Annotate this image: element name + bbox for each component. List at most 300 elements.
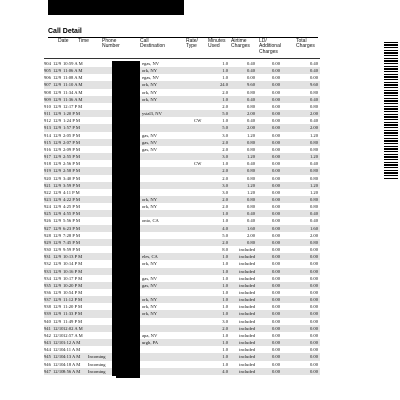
row-total: 1.20 [309, 132, 318, 138]
row-ref: 904 [44, 61, 51, 66]
row-airtime: included [239, 311, 255, 317]
row-minutes: 3.0 [222, 189, 228, 195]
row-ref: 937 [44, 297, 51, 303]
row-airtime: included [239, 354, 255, 360]
row-ref: 934 [44, 275, 51, 281]
row-minutes: 4.0 [222, 368, 228, 374]
row-minutes: 1.0 [222, 275, 228, 281]
row-total: 0.00 [309, 340, 318, 346]
row-ref: 911 [44, 111, 51, 117]
row-destination: egas, NV [142, 61, 160, 66]
row-ld-charges: 0.00 [271, 68, 280, 74]
row-total: 9.60 [309, 82, 318, 88]
table-row [44, 282, 320, 289]
row-total: 0.80 [309, 146, 318, 152]
row-ref: 923 [44, 196, 51, 202]
row-time: 12:02 A M [63, 325, 83, 331]
row-date: 12/9 [53, 182, 62, 188]
row-time: 2:05 P M [63, 132, 80, 138]
row-minutes: 3.0 [222, 154, 228, 160]
row-minutes: 1.0 [222, 118, 228, 124]
row-airtime: 0.40 [246, 96, 255, 102]
row-airtime: included [239, 368, 255, 374]
row-ld-charges: 0.00 [271, 111, 280, 117]
row-airtime: 0.80 [246, 89, 255, 95]
row-ld-charges: 0.00 [271, 261, 280, 267]
row-date: 12/9 [53, 196, 62, 202]
row-date: 12/9 [53, 232, 62, 238]
row-destination: gas, NV [142, 275, 158, 281]
row-minutes: 2.0 [222, 139, 228, 145]
row-ref: 933 [44, 268, 51, 274]
row-minutes: 2.0 [222, 175, 228, 181]
row-time: 3:40 P M [63, 175, 80, 181]
row-minutes: 1.0 [222, 96, 228, 102]
row-time: 3:59 P M [63, 182, 80, 188]
row-total: 0.80 [309, 103, 318, 109]
row-ld-charges: 0.00 [271, 290, 280, 295]
row-phone: Incoming [88, 361, 106, 367]
row-time: 5:56 P M [63, 218, 80, 224]
row-time: 11:06 A M [63, 68, 83, 74]
row-date: 12/9 [53, 218, 62, 224]
table-row [44, 275, 320, 282]
row-ref: 907 [44, 82, 51, 88]
row-destination: eles, CA [142, 254, 158, 260]
row-date: 12/10 [53, 361, 64, 367]
row-ld-charges: 0.00 [271, 239, 280, 245]
row-destination: ork, NY [142, 96, 158, 102]
row-ld-charges: 0.00 [271, 304, 280, 310]
row-ref: 944 [44, 347, 51, 353]
row-destination: ork, NY [142, 82, 158, 88]
table-row [44, 260, 320, 267]
row-total: 0.00 [309, 361, 318, 367]
row-time: 10:16 P M [63, 268, 83, 274]
row-minutes: 1.0 [222, 218, 228, 224]
header-ld: LD/ Additional Charges [259, 38, 281, 55]
row-ld-charges: 0.00 [271, 196, 280, 202]
row-ld-charges: 0.00 [271, 225, 280, 231]
table-row [44, 361, 320, 368]
row-time: 6:23 P M [63, 225, 80, 231]
row-minutes: 1.0 [222, 332, 228, 338]
row-minutes: 8.0 [222, 247, 228, 253]
row-airtime: included [239, 332, 255, 338]
row-total: 1.60 [309, 225, 318, 231]
row-ref: 917 [44, 154, 51, 160]
row-time: 10:54 P M [63, 290, 83, 295]
row-time: 10:13 P M [63, 254, 83, 260]
row-ld-charges: 0.00 [271, 254, 280, 260]
row-minutes: 1.0 [222, 68, 228, 74]
row-airtime: 0.80 [246, 103, 255, 109]
row-rate-type: CW [194, 118, 202, 124]
row-date: 12/9 [53, 168, 62, 174]
row-time: 10:20 P M [63, 282, 83, 288]
header-rate-type: Rate/ Type [186, 38, 198, 50]
row-minutes: 1.0 [222, 268, 228, 274]
row-date: 12/9 [53, 225, 62, 231]
row-destination: onto, CA [142, 218, 159, 224]
row-time: 10:17 P M [63, 275, 83, 281]
row-ref: 909 [44, 96, 51, 102]
row-total: 0.80 [309, 139, 318, 145]
table-row [44, 139, 320, 146]
row-ld-charges: 0.00 [271, 204, 280, 210]
row-ld-charges: 0.00 [271, 154, 280, 160]
table-row [44, 182, 320, 189]
row-time: 11:36 A M [63, 96, 83, 102]
row-time: 7:45 P M [63, 239, 80, 245]
row-date: 12/9 [53, 239, 62, 245]
row-minutes: 1.0 [222, 282, 228, 288]
redaction-bar-tail [116, 376, 140, 378]
row-ref: 916 [44, 146, 51, 152]
row-ld-charges: 0.00 [271, 347, 280, 353]
row-time: 12:17 P M [63, 103, 83, 109]
row-airtime: included [239, 268, 255, 274]
row-date: 12/9 [53, 318, 62, 324]
row-date: 12/9 [53, 75, 62, 81]
row-time: 2:07 P M [63, 139, 80, 145]
table-row [44, 232, 320, 239]
table-row [44, 325, 320, 332]
table-row [44, 175, 320, 182]
row-date: 12/9 [53, 132, 62, 138]
row-date: 12/9 [53, 139, 62, 145]
row-ref: 908 [44, 89, 51, 95]
row-ref: 939 [44, 311, 51, 317]
table-row [44, 132, 320, 139]
row-total: 0.00 [309, 290, 318, 295]
row-time: 11:49 P M [63, 318, 83, 324]
row-ld-charges: 0.00 [271, 325, 280, 331]
row-destination: egas, NV [142, 75, 160, 81]
row-time: 10:59 A M [63, 61, 83, 66]
row-ref: 925 [44, 211, 51, 217]
row-airtime: included [239, 325, 255, 331]
row-total: 0.40 [309, 161, 318, 167]
row-total: 0.00 [309, 297, 318, 303]
call-detail-table [44, 60, 320, 375]
row-time: 11:20 P M [63, 304, 83, 310]
row-minutes: 2.0 [222, 146, 228, 152]
row-airtime: 0.40 [246, 218, 255, 224]
row-airtime: 0.80 [246, 204, 255, 210]
row-ref: 940 [44, 318, 51, 324]
table-row [44, 110, 320, 117]
row-ld-charges: 0.00 [271, 89, 280, 95]
row-total: 2.00 [309, 111, 318, 117]
row-date: 12/10 [53, 325, 64, 331]
row-total: 2.00 [309, 232, 318, 238]
row-airtime: 0.80 [246, 146, 255, 152]
row-destination: ork, NY [142, 261, 158, 267]
row-ld-charges: 0.00 [271, 75, 280, 81]
row-total: 0.40 [309, 211, 318, 217]
table-row [44, 253, 320, 260]
row-ld-charges: 0.00 [271, 139, 280, 145]
row-time: 2:09 P M [63, 146, 80, 152]
row-total: 1.20 [309, 154, 318, 160]
row-date: 12/9 [53, 125, 62, 131]
row-destination: gas, NV [142, 132, 158, 138]
header-date: Date [58, 38, 69, 44]
row-ld-charges: 0.00 [271, 161, 280, 167]
row-airtime: included [239, 247, 255, 253]
redaction-bar-phone-numbers [112, 61, 140, 376]
row-time: 4:11 P M [63, 189, 80, 195]
row-total: 0.00 [309, 261, 318, 267]
row-airtime: 0.80 [246, 139, 255, 145]
row-ref: 931 [44, 254, 51, 260]
row-total: 0.80 [309, 89, 318, 95]
row-ld-charges: 0.00 [271, 182, 280, 188]
row-ref: 927 [44, 225, 51, 231]
row-date: 12/9 [53, 311, 62, 317]
row-date: 12/9 [53, 161, 62, 167]
table-row [44, 96, 320, 103]
row-date: 12/9 [53, 61, 62, 66]
row-time: 7:28 P M [63, 232, 80, 238]
row-minutes: 1.0 [222, 311, 228, 317]
row-ref: 918 [44, 161, 51, 167]
redaction-bar-header [48, 0, 184, 15]
row-phone: Incoming [88, 354, 106, 360]
row-ld-charges: 0.00 [271, 211, 280, 217]
table-row [44, 160, 320, 167]
row-airtime: included [239, 347, 255, 353]
row-destination: apa, NV [142, 332, 158, 338]
row-ref: 906 [44, 75, 51, 81]
table-row [44, 332, 320, 339]
row-total: 0.80 [309, 175, 318, 181]
row-total: 0.00 [309, 318, 318, 324]
row-minutes: 1.0 [222, 61, 228, 66]
row-minutes: 1.0 [222, 290, 228, 295]
row-minutes: 2.0 [222, 325, 228, 331]
row-time: 4:13 A M [63, 354, 81, 360]
row-minutes: 2.0 [222, 89, 228, 95]
row-total: 0.80 [309, 239, 318, 245]
row-time: 11:33 P M [63, 311, 83, 317]
table-row [44, 289, 320, 296]
row-ld-charges: 0.00 [271, 275, 280, 281]
row-airtime: 1.20 [246, 154, 255, 160]
row-airtime: 0.80 [246, 175, 255, 181]
row-ld-charges: 0.00 [271, 168, 280, 174]
row-total: 0.40 [309, 96, 318, 102]
row-airtime: included [239, 361, 255, 367]
table-row [44, 339, 320, 346]
row-ref: 947 [44, 368, 51, 374]
row-destination: ork, NY [142, 304, 158, 310]
row-date: 12/9 [53, 297, 62, 303]
row-date: 12/9 [53, 304, 62, 310]
row-time: 11:10 A M [63, 82, 83, 88]
row-airtime: 0.40 [246, 68, 255, 74]
row-time: 4:18 A M [63, 361, 81, 367]
row-time: 8:56 A M [63, 368, 81, 374]
row-date: 12/9 [53, 261, 62, 267]
row-date: 12/9 [53, 189, 62, 195]
table-row [44, 318, 320, 325]
table-row [44, 239, 320, 246]
row-minutes: 1.0 [222, 354, 228, 360]
row-airtime: 0.80 [246, 168, 255, 174]
row-destination: urgh, PA [142, 340, 159, 346]
row-destination: ork, NY [142, 89, 158, 95]
table-row [44, 296, 320, 303]
row-ld-charges: 0.00 [271, 189, 280, 195]
row-minutes: 3.0 [222, 182, 228, 188]
row-ld-charges: 0.00 [271, 61, 280, 66]
row-minutes: 1.0 [222, 75, 228, 81]
table-row [44, 203, 320, 210]
row-airtime: included [239, 304, 255, 310]
row-airtime: included [239, 297, 255, 303]
row-airtime: included [239, 254, 255, 260]
row-minutes: 1.0 [222, 254, 228, 260]
row-airtime: included [239, 340, 255, 346]
row-ref: 922 [44, 189, 51, 195]
table-row [44, 74, 320, 81]
row-date: 12/9 [53, 146, 62, 152]
row-total: 0.00 [309, 354, 318, 360]
row-total: 0.00 [309, 275, 318, 281]
row-ref: 938 [44, 304, 51, 310]
row-ref: 919 [44, 168, 51, 174]
row-date: 12/9 [53, 204, 62, 210]
row-ref: 935 [44, 282, 51, 288]
row-ref: 942 [44, 332, 51, 338]
row-airtime: 0.40 [246, 61, 255, 66]
row-destination: ork, NY [142, 297, 158, 303]
row-ref: 913 [44, 125, 51, 131]
row-destination: ork, NY [142, 196, 158, 202]
table-row [44, 117, 320, 124]
row-minutes: 1.0 [222, 347, 228, 353]
row-time: 2:58 P M [63, 168, 80, 174]
row-ld-charges: 0.00 [271, 218, 280, 224]
row-ld-charges: 0.00 [271, 247, 280, 253]
row-ref: 932 [44, 261, 51, 267]
table-row [44, 268, 320, 275]
row-total: 0.00 [309, 325, 318, 331]
row-time: 4:11 A M [63, 347, 81, 353]
row-total: 0.00 [309, 368, 318, 374]
table-row [44, 196, 320, 203]
table-row [44, 167, 320, 174]
row-date: 12/9 [53, 282, 62, 288]
row-airtime: 1.20 [246, 189, 255, 195]
row-total: 0.00 [309, 332, 318, 338]
row-airtime: 0.80 [246, 196, 255, 202]
row-airtime: 0.40 [246, 211, 255, 217]
table-row [44, 217, 320, 224]
row-time: 1:12 A M [63, 340, 81, 346]
row-airtime: 0.00 [246, 75, 255, 81]
table-row [44, 89, 320, 96]
row-ld-charges: 0.00 [271, 332, 280, 338]
row-time: 12:57 A M [63, 332, 83, 338]
row-ref: 928 [44, 232, 51, 238]
row-airtime: 0.40 [246, 118, 255, 124]
row-date: 12/9 [53, 154, 62, 160]
row-time: 4:55 P M [63, 211, 80, 217]
row-ld-charges: 0.00 [271, 311, 280, 317]
row-minutes: 24.0 [219, 82, 228, 88]
row-airtime: included [239, 261, 255, 267]
row-destination: gas, NV [142, 146, 158, 152]
row-ld-charges: 0.00 [271, 103, 280, 109]
row-destination: ork, NY [142, 204, 158, 210]
table-row [44, 246, 320, 253]
row-time: 4:22 P M [63, 196, 80, 202]
row-date: 12/9 [53, 111, 62, 117]
row-minutes: 1.0 [222, 340, 228, 346]
row-minutes: 1.0 [222, 361, 228, 367]
row-time: 2:55 P M [63, 154, 80, 160]
row-minutes: 3.0 [222, 132, 228, 138]
row-ld-charges: 0.00 [271, 175, 280, 181]
row-ref: 912 [44, 118, 51, 124]
header-phone: Phone Number [102, 38, 120, 50]
row-total: 0.40 [309, 218, 318, 224]
row-ref: 926 [44, 218, 51, 224]
row-total: 0.00 [309, 311, 318, 317]
row-date: 12/9 [53, 118, 62, 124]
header-divider [44, 58, 320, 59]
row-total: 0.00 [309, 347, 318, 353]
row-total: 0.00 [309, 282, 318, 288]
row-ld-charges: 0.00 [271, 82, 280, 88]
row-date: 12/9 [53, 290, 62, 295]
row-date: 12/9 [53, 103, 62, 109]
row-minutes: 1.0 [222, 304, 228, 310]
row-airtime: 0.40 [246, 161, 255, 167]
row-airtime: included [239, 290, 255, 295]
row-ref: 920 [44, 175, 51, 181]
table-row [44, 189, 320, 196]
row-date: 12/10 [53, 354, 64, 360]
page-title: Call Detail [48, 28, 82, 35]
header-airtime: Airtime Charges [231, 38, 250, 50]
row-ld-charges: 0.00 [271, 96, 280, 102]
row-date: 12/9 [53, 68, 62, 74]
table-row [44, 146, 320, 153]
table-row [44, 210, 320, 217]
row-date: 12/9 [53, 254, 62, 260]
row-ref: 936 [44, 290, 51, 295]
row-minutes: 5.0 [222, 125, 228, 131]
row-destination: ork, NY [142, 68, 158, 74]
row-ld-charges: 0.00 [271, 354, 280, 360]
row-date: 12/10 [53, 368, 64, 374]
row-time: 11:12 P M [63, 297, 83, 303]
row-destination: ystal3, NV [142, 111, 162, 117]
row-date: 12/10 [53, 340, 64, 346]
row-total: 1.20 [309, 182, 318, 188]
row-time: 11:34 A M [63, 89, 83, 95]
row-ref: 946 [44, 361, 51, 367]
row-ref: 915 [44, 139, 51, 145]
row-ld-charges: 0.00 [271, 146, 280, 152]
row-ref: 945 [44, 354, 51, 360]
row-minutes: 1.0 [222, 211, 228, 217]
row-ld-charges: 0.00 [271, 368, 280, 374]
